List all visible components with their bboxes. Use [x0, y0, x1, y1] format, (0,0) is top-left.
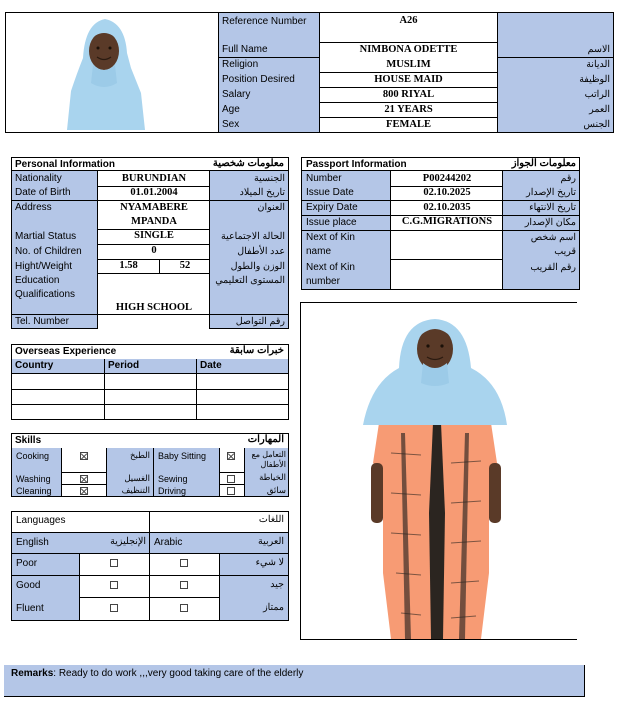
- tel-number-arabic-label: رقم التواصل: [235, 316, 285, 327]
- issue-date-arabic-label: تاريخ الإصدار: [526, 187, 576, 198]
- date-of-birth-value: 01.01.2004: [130, 187, 178, 198]
- skill-cooking-arabic: الطبخ: [130, 450, 150, 460]
- education-value: HIGH SCHOOL: [115, 302, 193, 313]
- skill-washing-label: Washing: [16, 474, 51, 484]
- issue-place-value: C.G.MIGRATIONS: [401, 216, 493, 227]
- kin-name-label-line1: Next of Kin: [306, 232, 355, 243]
- marital-status-value: SINGLE: [134, 230, 174, 241]
- salary-value: 800 RIYAL: [382, 89, 435, 100]
- portrait-photo: [57, 13, 151, 130]
- skill-baby-sitting-arabic-line1: التعامل مع: [251, 450, 286, 459]
- overseas-title-arabic: خبرات سابقة: [229, 345, 284, 356]
- languages-title-arabic: اللغات: [258, 514, 284, 525]
- skill-sewing-arabic: الخياطة: [259, 472, 286, 482]
- empty-checkbox-icon: [110, 581, 118, 589]
- sex-value: FEMALE: [386, 119, 431, 130]
- level-fluent-label: Fluent: [16, 603, 44, 614]
- weight-value: 52: [179, 260, 191, 271]
- checked-box-icon: [80, 475, 88, 483]
- english-header-arabic: الإنجليزية: [110, 536, 146, 547]
- skill-sewing-checkbox[interactable]: [227, 474, 235, 485]
- kin-name-arabic-label-line2: قريب: [554, 246, 576, 257]
- skills-title: Skills: [15, 435, 42, 446]
- english-poor-checkbox[interactable]: [110, 558, 118, 569]
- passport-info-title: Passport Information: [306, 159, 407, 170]
- kin-name-label-line2: name: [306, 246, 332, 257]
- kin-number-label-line2: number: [306, 276, 340, 287]
- full-body-photo: [361, 313, 511, 639]
- empty-checkbox-icon: [110, 604, 118, 612]
- full-body-photo-frame: [300, 302, 577, 640]
- children-value: 0: [151, 245, 157, 256]
- arabic-header-arabic: العربية: [258, 536, 284, 547]
- column-header-country: Country: [15, 360, 54, 371]
- full-name-arabic-label: الاسم: [587, 44, 610, 55]
- skill-driving-label: Driving: [158, 486, 187, 496]
- empty-checkbox-icon: [227, 475, 235, 483]
- overseas-title: Overseas Experience: [15, 346, 117, 357]
- issue-date-label: Issue Date: [306, 187, 354, 198]
- address-value-line1: NYAMABERE: [120, 202, 188, 213]
- skills-title-arabic: المهارات: [247, 434, 284, 445]
- column-header-period: Period: [108, 360, 140, 371]
- passport-number-arabic-label: رقم: [560, 173, 576, 184]
- english-header: English: [16, 537, 49, 548]
- empty-checkbox-icon: [180, 604, 188, 612]
- skill-cooking-checkbox[interactable]: [80, 451, 88, 462]
- skill-baby-sitting-label: Baby Sitting: [158, 451, 207, 461]
- personal-info-title: Personal Information: [15, 159, 116, 170]
- skill-sewing-label: Sewing: [158, 474, 188, 484]
- sex-label: Sex: [222, 119, 240, 130]
- position-desired-label: Position Desired: [222, 74, 295, 85]
- level-good-label: Good: [16, 580, 41, 591]
- expiry-date-label: Expiry Date: [306, 202, 358, 213]
- passport-number-label: Number: [306, 173, 342, 184]
- salary-label: Salary: [222, 89, 251, 100]
- religion-label: Religion: [222, 59, 259, 70]
- empty-checkbox-icon: [180, 559, 188, 567]
- skill-washing-arabic: الغسيل: [124, 473, 150, 483]
- children-label: No. of Children: [15, 246, 82, 257]
- issue-date-value: 02.10.2025: [423, 187, 471, 198]
- checked-box-icon: [80, 452, 88, 460]
- checked-box-icon: [227, 452, 235, 460]
- position-desired-value: HOUSE MAID: [374, 74, 443, 85]
- empty-checkbox-icon: [180, 581, 188, 589]
- sex-arabic-label: الجنس: [583, 119, 610, 130]
- skill-cleaning-label: Cleaning: [16, 486, 52, 496]
- address-arabic-label: العنوان: [257, 202, 285, 213]
- height-value: 1.58: [119, 260, 138, 271]
- height-weight-arabic-label: الوزن والطول: [230, 261, 285, 272]
- skill-cleaning-checkbox[interactable]: [80, 486, 88, 497]
- skill-baby-sitting-checkbox[interactable]: [227, 451, 235, 462]
- tel-number-label: Tel. Number: [15, 316, 69, 327]
- reference-number-value: A26: [399, 15, 418, 26]
- languages-title: Languages: [16, 515, 66, 526]
- height-weight-label: Hight/Weight: [15, 261, 73, 272]
- skill-baby-sitting-arabic-line2: الأطفال: [260, 460, 286, 469]
- column-header-date: Date: [200, 360, 222, 371]
- age-label: Age: [222, 104, 240, 115]
- kin-number-arabic-label: رقم القريب: [530, 262, 576, 273]
- education-arabic-label: المستوى التعليمي: [215, 275, 285, 286]
- english-good-checkbox[interactable]: [110, 580, 118, 591]
- level-poor-arabic: لا شيء: [255, 557, 284, 568]
- issue-place-label: Issue place: [306, 217, 357, 228]
- kin-number-label-line1: Next of Kin: [306, 262, 355, 273]
- expiry-date-arabic-label: تاريخ الانتهاء: [529, 202, 576, 213]
- empty-checkbox-icon: [227, 487, 235, 495]
- marital-status-arabic-label: الحالة الاجتماعية: [221, 231, 285, 242]
- passport-number-value: P00244202: [422, 173, 472, 184]
- skill-cooking-label: Cooking: [16, 451, 50, 461]
- education-label-line1: Education: [15, 275, 60, 286]
- nationality-label: Nationality: [15, 173, 62, 184]
- reference-number-label: Reference Number: [222, 16, 307, 27]
- salary-arabic-label: الراتب: [584, 89, 610, 100]
- religion-value: MUSLIM: [386, 59, 431, 70]
- checked-box-icon: [80, 487, 88, 495]
- full-name-value: NIMBONA ODETTE: [359, 44, 458, 55]
- position-arabic-label: الوظيفة: [579, 74, 610, 85]
- issue-place-arabic-label: مكان الإصدار: [524, 217, 576, 228]
- remarks-label: Remarks: [11, 668, 54, 679]
- passport-info-title-arabic: معلومات الجواز: [511, 158, 576, 169]
- skill-washing-checkbox[interactable]: [80, 474, 88, 485]
- arabic-good-checkbox[interactable]: [180, 580, 188, 591]
- skill-driving-checkbox[interactable]: [227, 486, 235, 497]
- kin-name-arabic-label-line1: اسم شخص: [530, 232, 576, 243]
- date-of-birth-arabic-label: تاريخ الميلاد: [239, 187, 285, 198]
- empty-checkbox-icon: [110, 559, 118, 567]
- remarks-box: [4, 665, 585, 697]
- education-label-line2: Qualifications: [15, 289, 76, 300]
- arabic-fluent-checkbox[interactable]: [180, 603, 188, 614]
- marital-status-label: Martial Status: [15, 231, 77, 242]
- arabic-poor-checkbox[interactable]: [180, 558, 188, 569]
- children-arabic-label: عدد الأطفال: [237, 246, 285, 257]
- nationality-arabic-label: الجنسية: [254, 173, 285, 184]
- expiry-date-value: 02.10.2035: [423, 202, 471, 213]
- age-value: 21 YEARS: [384, 104, 433, 115]
- skill-cleaning-arabic: التنظيف: [121, 485, 150, 495]
- level-good-arabic: جيد: [270, 579, 284, 590]
- religion-arabic-label: الديانة: [586, 59, 610, 70]
- personal-info-title-arabic: معلومات شخصية: [212, 158, 284, 169]
- level-fluent-arabic: ممتاز: [263, 602, 284, 613]
- remarks-text: : Ready to do work ,,,very good taking care of the elderly: [53, 668, 304, 679]
- level-poor-label: Poor: [16, 558, 38, 569]
- skill-driving-arabic: سائق: [266, 485, 286, 495]
- address-label: Address: [15, 202, 52, 213]
- arabic-header: Arabic: [154, 537, 183, 548]
- english-fluent-checkbox[interactable]: [110, 603, 118, 614]
- nationality-value: BURUNDIAN: [121, 173, 187, 184]
- full-name-label: Full Name: [222, 44, 268, 55]
- date-of-birth-label: Date of Birth: [15, 187, 71, 198]
- address-value-line2: MPANDA: [131, 216, 177, 227]
- age-arabic-label: العمر: [589, 104, 610, 115]
